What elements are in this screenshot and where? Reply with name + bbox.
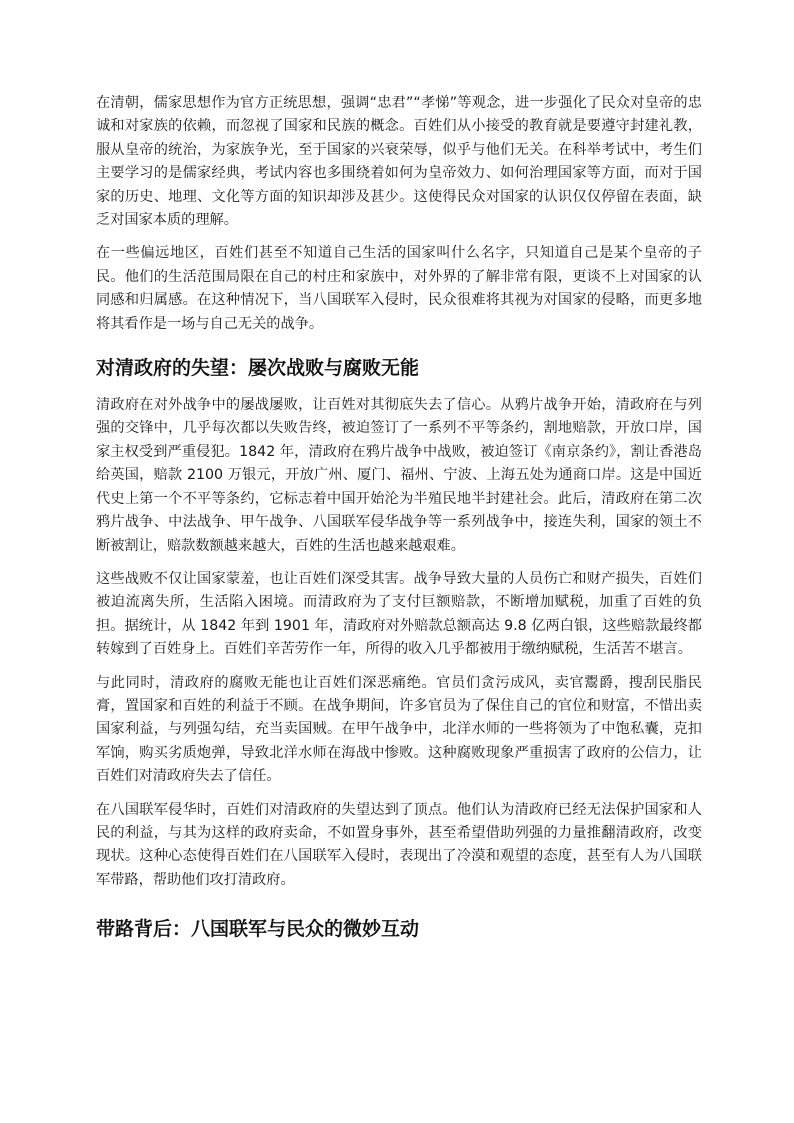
paragraph: 在八国联军侵华时，百姓们对清政府的失望达到了顶点。他们认为清政府已经无法保护国家和人民的利益，与其为这样的政府卖命，不如置身事外，甚至希望借助列强的力量推翻清政府，改变现状。这种心态使得百姓们在八国联军入侵时，表现出了冷漠和观望的态度，甚至有人为八国联军带路，帮助他们攻打清政府。	[96, 801, 702, 888]
paragraph: 这些战败不仅让国家蒙羞，也让百姓们深受其害。战争导致大量的人员伤亡和财产损失，百姓们被迫流离失所，生活陷入困境。而清政府为了支付巨额赔款，不断增加赋税，加重了百姓的负担。据统计，从 1842 年到 1901 年，清政府对外赔款总额高达 9.8 亿两白银，这些赔款最终都转嫁到了百姓身上。百姓们辛苦劳作一年，所得的收入几乎都被用于缴纳赋税，生活苦不堪言。	[96, 570, 702, 658]
section-heading: 对清政府的失望：屡次战败与腐败无能	[96, 357, 420, 380]
paragraph: 与此同时，清政府的腐败无能也让百姓们深恶痛绝。官员们贪污成风，卖官鬻爵，搜刮民脂民膏，置国家和百姓的利益于不顾。在战争期间，许多官员为了保住自己的官位和财富，不惜出卖国家利益，与列强勾结，充当卖国贼。在甲午战争中，北洋水师的一些将领为了中饱私囊，克扣军饷，购买劣质炮弹，导致北洋水师在海战中惨败。这种腐败现象严重损害了政府的公信力，让百姓们对清政府失去了信任。	[96, 674, 702, 785]
section-heading: 带路背后：八国联军与民众的微妙互动	[96, 918, 420, 941]
paragraph: 清政府在对外战争中的屡战屡败，让百姓对其彻底失去了信心。从鸦片战争开始，清政府在与列强的交锋中，几乎每次都以失败告终，被迫签订了一系列不平等条约，割地赔款，开放口岸，国家主权受到严重侵犯。1842 年，清政府在鸦片战争中战败，被迫签订《南京条约》，割让香港岛给英国，赔款 2100 万银元，开放广州、厦门、福州、宁波、上海五处为通商口岸。这是中国近代史上第一个不平等条约，它标志着中国开始沦为半殖民地半封建社会。此后，清政府在第二次鸦片战争、中法战争、甲午战争、八国联军侵华战争等一系列战争中，接连失利，国家的领土不断被割让，赔款数额越来越大，百姓的生活也越来越艰难。	[96, 397, 702, 554]
document-page	[96, 92, 702, 955]
paragraph: 在清朝，儒家思想作为官方正统思想，强调“忠君”“孝悌”等观念，进一步强化了民众对皇帝的忠诚和对家族的依赖，而忽视了国家和民族的概念。百姓们从小接受的教育就是要遵守封建礼教，服从皇帝的统治，为家族争光，至于国家的兴衰荣辱，似乎与他们无关。在科举考试中，考生们主要学习的是儒家经典，考试内容也多围绕着如何为皇帝效力、如何治理国家等方面，而对于国家的历史、地理、文化等方面的知识却涉及甚少。这使得民众对国家的认识仅仅停留在表面，缺乏对国家本质的理解。	[96, 95, 702, 229]
paragraph: 在一些偏远地区，百姓们甚至不知道自己生活的国家叫什么名字，只知道自己是某个皇帝的子民。他们的生活范围局限在自己的村庄和家族中，对外界的了解非常有限，更谈不上对国家的认同感和归属感。在这种情况下，当八国联军入侵时，民众很难将其视为对国家的侵略，而更多地将其看作是一场与自己无关的战争。	[96, 245, 702, 332]
